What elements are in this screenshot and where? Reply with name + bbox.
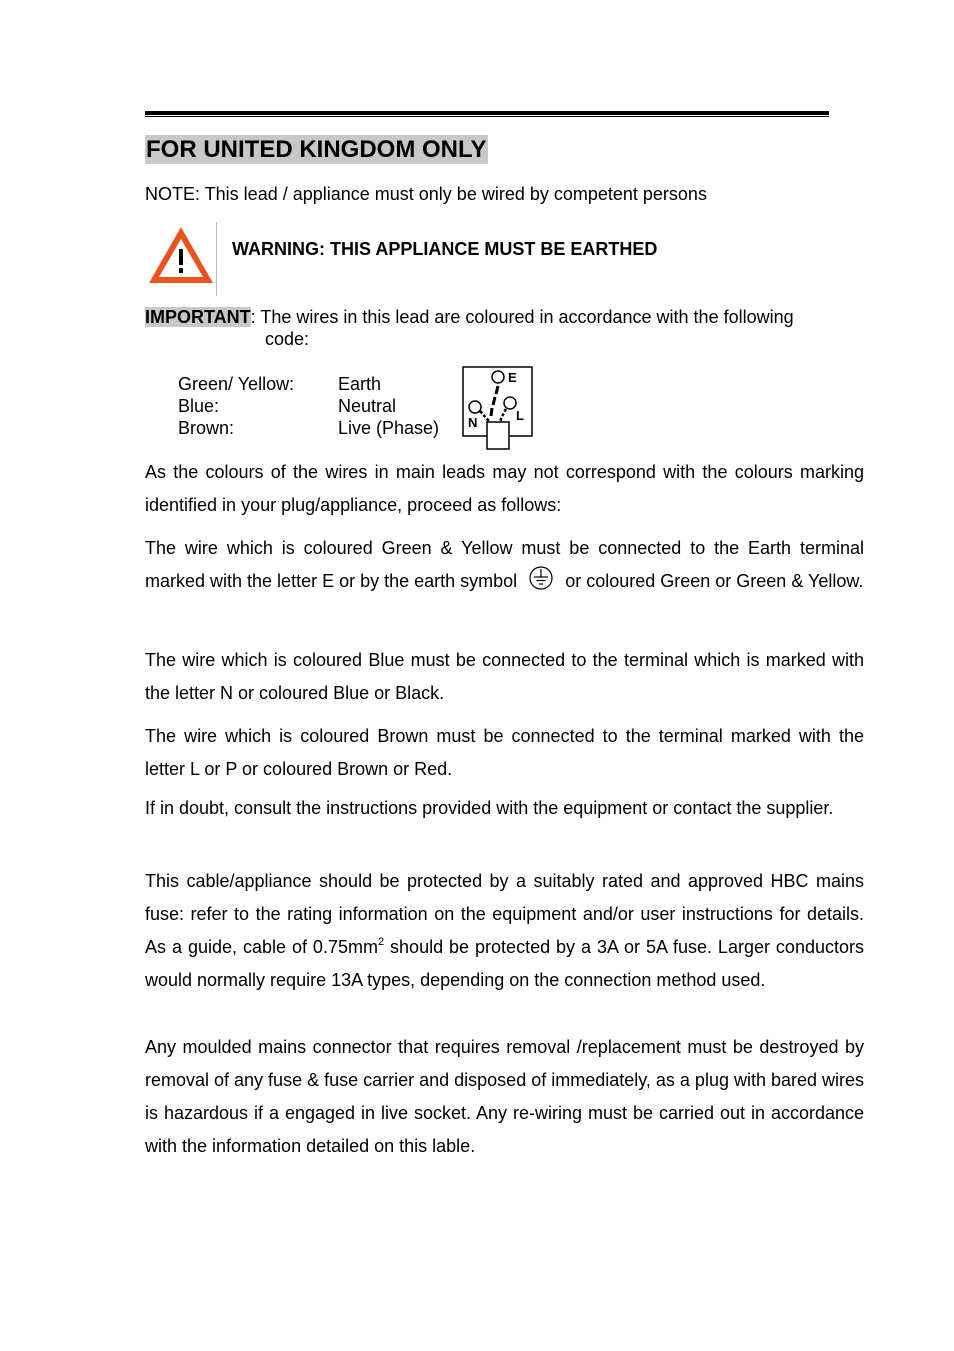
wire-code-row xyxy=(178,373,439,395)
neutral-terminal-label: N xyxy=(468,415,478,430)
earth-terminal-label: E xyxy=(508,370,517,385)
plug-wiring-diagram xyxy=(462,366,534,450)
wire-meaning: Earth xyxy=(338,374,382,394)
moulded-connector-paragraph: Any moulded mains connector that requires removal /replacement must be destroyed by removal of any fuse & fuse carrier and disposed of immediately, as a plug with bared wires is hazardous if a engaged in live socket. Any re-wiring must be carried out in accordance with the information detailed on this lable. xyxy=(145,1037,865,1156)
warning-divider xyxy=(216,222,217,296)
fuse-text: This cable/appliance should be protected by a suitably rated and approved HBC mains fuse: refer to the rating information on the equipment and/or user instructions for details. As a guide, cable of 0.75mm xyxy=(145,871,864,957)
squared-superscript: 2 xyxy=(377,936,385,948)
important-text: : The wires in this lead are coloured in accordance with the following xyxy=(250,307,794,327)
warning-triangle-icon xyxy=(145,222,217,294)
neutral-wire-paragraph: The wire which is coloured Blue must be connected to the terminal which is marked with the letter N or coloured Blue or Black. xyxy=(145,650,864,703)
wire-code-row xyxy=(178,395,439,417)
wire-colour: Blue: xyxy=(178,396,220,416)
page-title: FOR UNITED KINGDOM ONLY xyxy=(146,136,487,163)
earth-symbol-icon xyxy=(526,565,556,591)
fuse-text-cont: should be protected by a 3A or 5A fuse. Larger conductors would normally require 13A types, depending on the connection method used. xyxy=(145,937,864,990)
wire-colour: Brown: xyxy=(178,418,235,438)
competent-persons-note: NOTE: This lead / appliance must only be wired by competent persons xyxy=(145,184,707,204)
wire-code-table xyxy=(178,373,439,439)
earth-wire-paragraph xyxy=(145,532,864,598)
top-rule xyxy=(145,111,829,115)
wire-colour: Green/ Yellow: xyxy=(178,374,295,394)
top-rule-thin xyxy=(145,116,829,117)
wire-meaning: Live (Phase) xyxy=(338,418,440,438)
wire-code-row xyxy=(178,417,439,439)
wire-meaning: Neutral xyxy=(338,396,397,416)
live-terminal-label: L xyxy=(516,408,524,423)
fuse-paragraph xyxy=(145,865,864,997)
important-text-cont: code: xyxy=(265,329,310,349)
earth-wire-text-cont: or coloured Green or Green & Yellow. xyxy=(565,571,864,591)
earthed-warning: WARNING: THIS APPLIANCE MUST BE EARTHED xyxy=(232,239,658,259)
important-notice xyxy=(145,306,845,328)
earth-wire-text: The wire which is coloured Green & Yellow must be connected to the Earth terminal marked with the letter E or by the earth symbol xyxy=(145,538,864,591)
live-wire-paragraph: The wire which is coloured Brown must be connected to the terminal marked with the letter L or P or coloured Brown or Red. xyxy=(145,726,864,779)
doubt-paragraph: If in doubt, consult the instructions provided with the equipment or contact the supplier. xyxy=(145,798,834,818)
important-label: IMPORTANT xyxy=(145,307,251,327)
colour-mismatch-paragraph: As the colours of the wires in main leads may not correspond with the colours marking identified in your plug/appliance, proceed as follows: xyxy=(145,462,864,515)
